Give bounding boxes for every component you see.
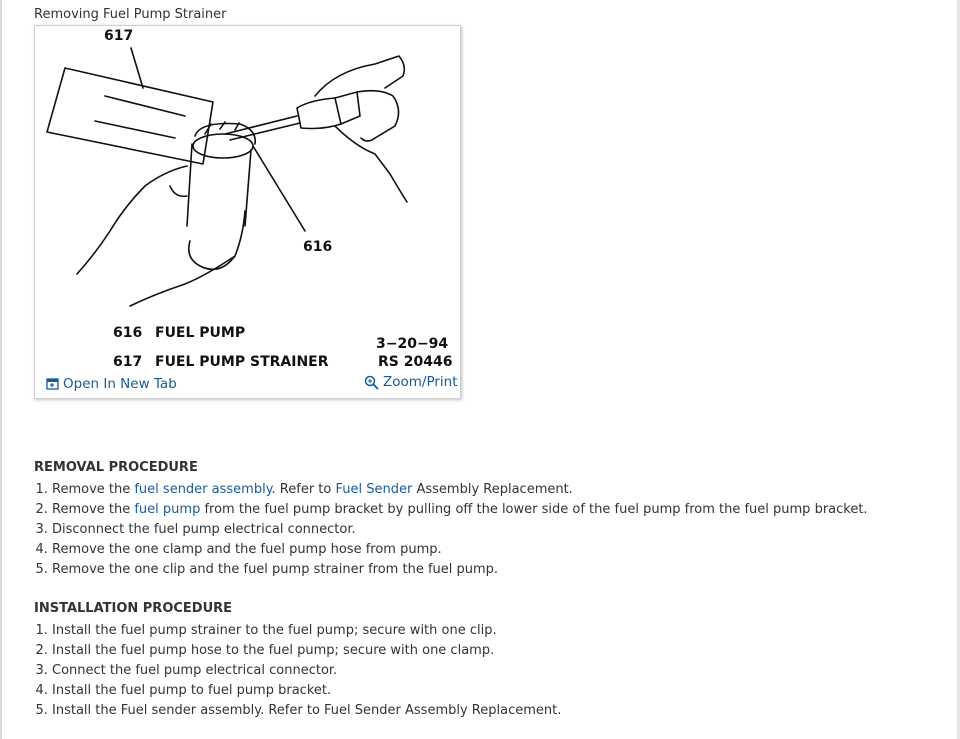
figure-panel bbox=[34, 25, 461, 399]
installation-heading: INSTALLATION PROCEDURE bbox=[34, 601, 233, 616]
callout-617: 617 bbox=[104, 28, 134, 44]
figure-ref-code: RS 20446 bbox=[378, 354, 453, 370]
open-in-new-tab-link[interactable] bbox=[46, 376, 177, 392]
zoom-print-link[interactable] bbox=[364, 374, 458, 390]
removal-procedure bbox=[34, 460, 868, 580]
open-in-new-tab-label: Open In New Tab bbox=[63, 376, 177, 392]
magnifier-icon bbox=[364, 375, 379, 390]
legend-617-num: 617 bbox=[113, 354, 143, 370]
new-tab-icon bbox=[46, 378, 59, 390]
zoom-print-label: Zoom/Print bbox=[383, 374, 458, 390]
figure-title: Removing Fuel Pump Strainer bbox=[34, 7, 227, 22]
installation-step-4: 4. Install the fuel pump to fuel pump bracket. bbox=[52, 681, 561, 701]
left-border bbox=[0, 0, 2, 739]
legend-616-num: 616 bbox=[113, 325, 143, 341]
removal-heading: REMOVAL PROCEDURE bbox=[34, 460, 198, 475]
removal-step-3: 3. Disconnect the fuel pump electrical connector. bbox=[52, 520, 868, 540]
legend-617-text: FUEL PUMP STRAINER bbox=[155, 354, 329, 370]
removal-step-4: 4. Remove the one clamp and the fuel pump hose from pump. bbox=[52, 540, 868, 560]
installation-procedure bbox=[34, 601, 561, 721]
removal-step-1: 1. Remove the fuel sender assembly. Refer to Fuel Sender Assembly Replacement. bbox=[52, 480, 868, 500]
removal-steps bbox=[34, 480, 868, 580]
installation-step-3: 3. Connect the fuel pump electrical connector. bbox=[52, 661, 561, 681]
fuel-pump-link[interactable]: fuel pump bbox=[134, 502, 201, 517]
fuel-sender-assembly-link[interactable]: fuel sender assembly bbox=[134, 482, 272, 497]
removal-step-5: 5. Remove the one clip and the fuel pump strainer from the fuel pump. bbox=[52, 560, 868, 580]
installation-step-2: 2. Install the fuel pump hose to the fuel pump; secure with one clamp. bbox=[52, 641, 561, 661]
installation-step-1: 1. Install the fuel pump strainer to the fuel pump; secure with one clip. bbox=[52, 621, 561, 641]
figure-date-code: 3−20−94 bbox=[376, 336, 449, 352]
fuel-sender-link[interactable]: Fuel Sender bbox=[335, 482, 413, 497]
legend-616-text: FUEL PUMP bbox=[155, 325, 246, 341]
removal-step-2: 2. Remove the fuel pump from the fuel pump bracket by pulling off the lower side of the fuel pump from the fuel pump bracket. bbox=[52, 500, 868, 520]
callout-616: 616 bbox=[303, 239, 333, 255]
installation-step-5: 5. Install the Fuel sender assembly. Refer to Fuel Sender Assembly Replacement. bbox=[52, 701, 561, 721]
installation-steps bbox=[34, 621, 561, 721]
